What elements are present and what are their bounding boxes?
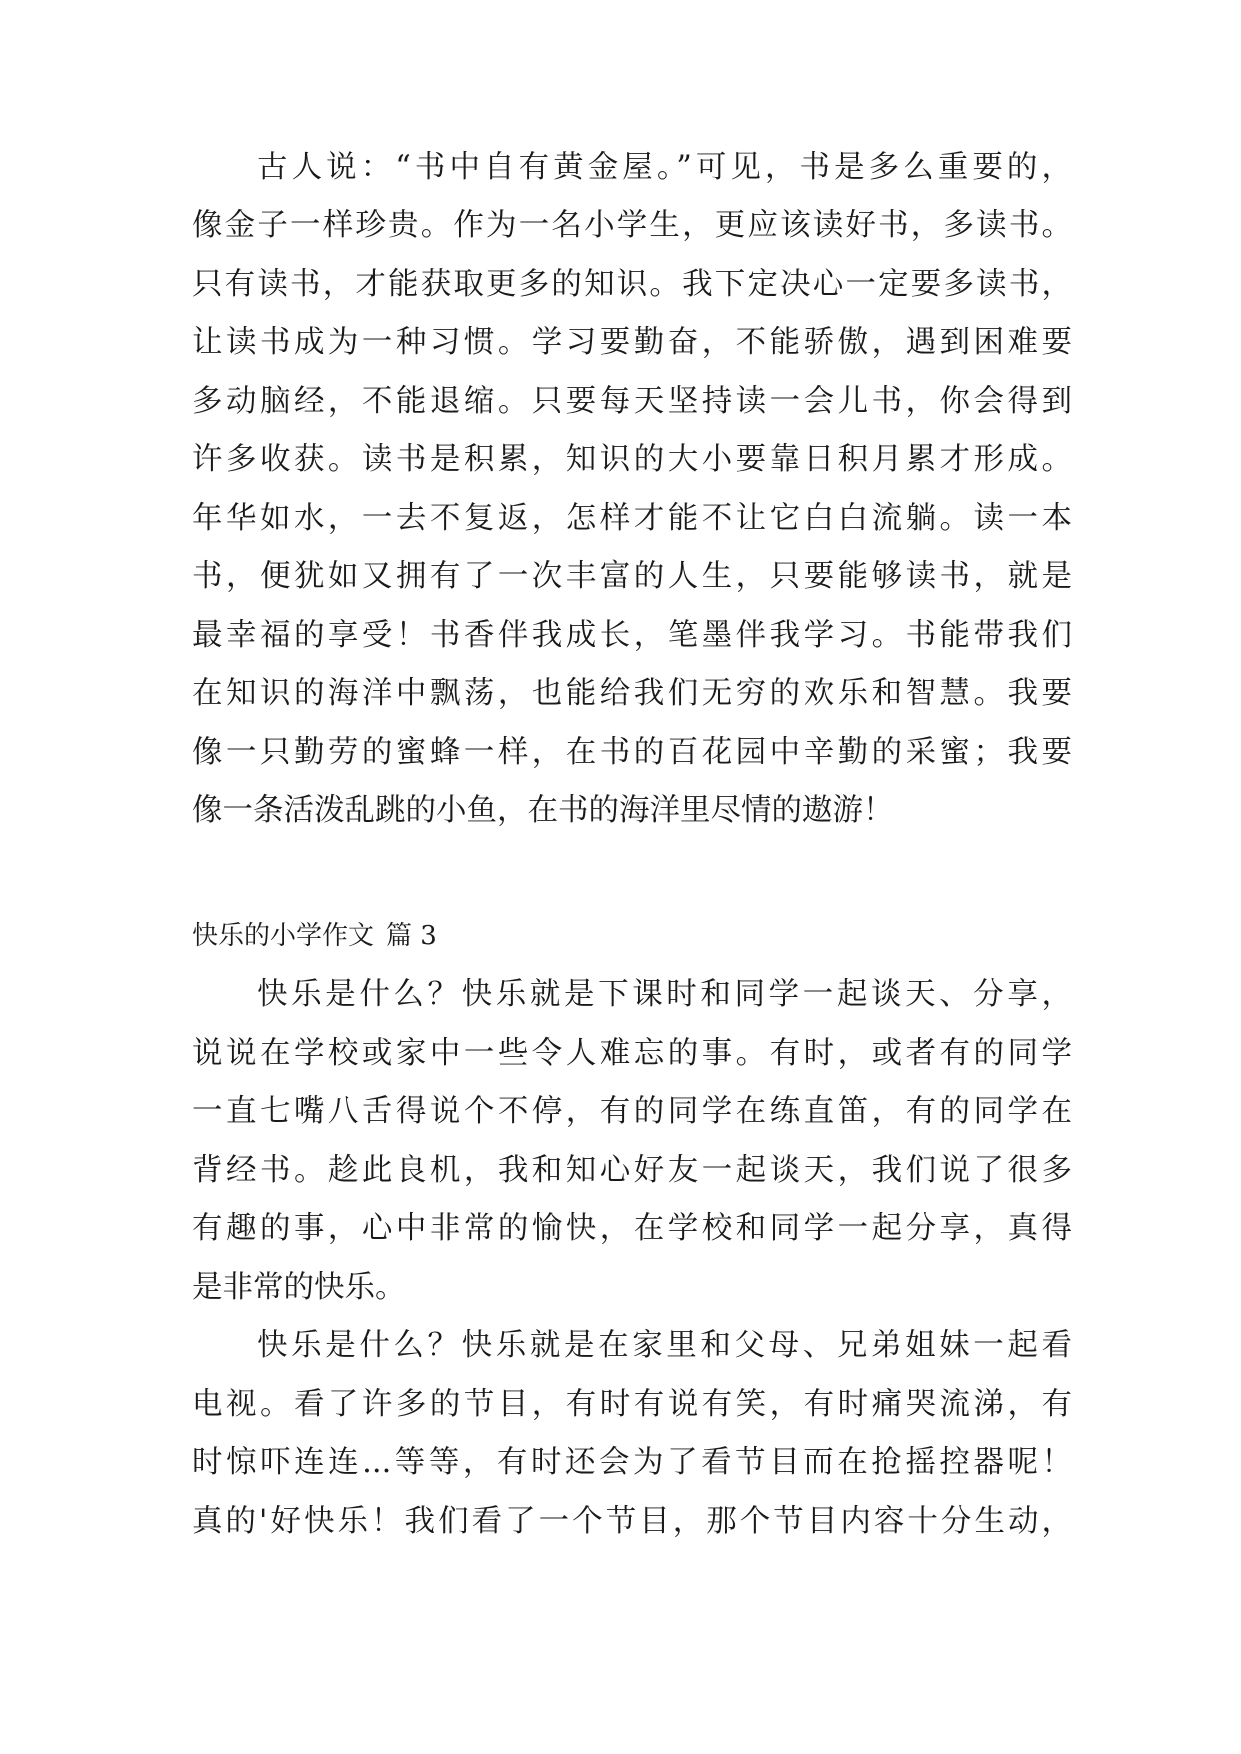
paragraph-line: 电视。看了许多的节目，有时有说有笑，有时痛哭流涕，有 — [192, 1387, 1072, 1422]
paragraph-line: 让读书成为一种习惯。学习要勤奋，不能骄傲，遇到困难要 — [192, 325, 1072, 360]
paragraph-line: 一直七嘴八舌得说个不停，有的同学在练直笛，有的同学在 — [192, 1094, 1072, 1129]
paragraph-line: 有趣的事，心中非常的愉快，在学校和同学一起分享，真得 — [192, 1211, 1072, 1246]
paragraph-line: 真的'好快乐！我们看了一个节目，那个节目内容十分生动， — [192, 1504, 1072, 1539]
essay-heading — [192, 911, 437, 961]
paragraph-line: 年华如水，一去不复返，怎样才能不让它白白流躺。读一本 — [192, 501, 1072, 536]
paragraph-line: 多动脑经，不能退缩。只要每天坚持读一会儿书，你会得到 — [192, 384, 1072, 419]
essay-title: 快乐的小学作文 — [192, 921, 375, 951]
essay-label: 篇 3 — [386, 921, 437, 951]
paragraph-line: 许多收获。读书是积累，知识的大小要靠日积月累才形成。 — [192, 442, 1072, 477]
paragraph-line: 像金子一样珍贵。作为一名小学生，更应该读好书，多读书。 — [192, 208, 1072, 243]
paragraph-line: 在知识的海洋中飘荡，也能给我们无穷的欢乐和智慧。我要 — [192, 676, 1072, 711]
paragraph-line: 是非常的快乐。 — [192, 1270, 406, 1305]
paragraph-line: 古人说：“书中自有黄金屋。”可见，书是多么重要的， — [257, 150, 1072, 185]
paragraph-line: 像一条活泼乱跳的小鱼，在书的海洋里尽情的遨游！ — [192, 793, 894, 828]
paragraph-line: 只有读书，才能获取更多的知识。我下定决心一定要多读书， — [192, 267, 1072, 302]
paragraph-line: 书，便犹如又拥有了一次丰富的人生，只要能够读书，就是 — [192, 559, 1072, 594]
paragraph-line: 背经书。趁此良机，我和知心好友一起谈天，我们说了很多 — [192, 1153, 1072, 1188]
paragraph-line: 快乐是什么？快乐就是在家里和父母、兄弟姐妹一起看 — [257, 1328, 1072, 1363]
paragraph-line: 快乐是什么？快乐就是下课时和同学一起谈天、分享， — [257, 977, 1072, 1012]
paragraph-line: 说说在学校或家中一些令人难忘的事。有时，或者有的同学 — [192, 1036, 1072, 1071]
paragraph-line: 最幸福的享受！书香伴我成长，笔墨伴我学习。书能带我们 — [192, 618, 1072, 653]
paragraph-line: 时惊吓连连...等等，有时还会为了看节目而在抢摇控器呢！ — [192, 1445, 1072, 1480]
paragraph-line: 像一只勤劳的蜜蜂一样，在书的百花园中辛勤的采蜜；我要 — [192, 735, 1072, 770]
